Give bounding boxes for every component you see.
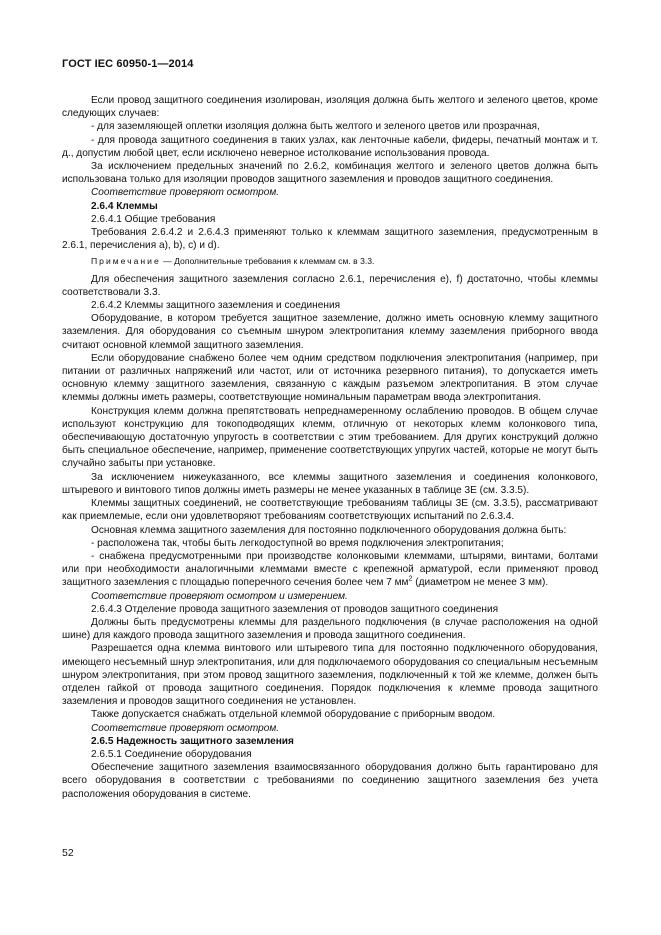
paragraph: Основная клемма защитного заземления для постоянно подключенного оборудования должна быть: bbox=[91, 524, 567, 536]
list-item bbox=[62, 550, 598, 590]
list-item: - для заземляющей оплетки изоляция должна быть желтого и зеленого цветов или прозрачная, bbox=[91, 121, 540, 133]
page-number: 52 bbox=[62, 847, 74, 859]
document-body bbox=[62, 94, 598, 801]
paragraph: Если провод защитного соединения изолирован, изоляция должна быть желтого и зеленого цветов, кроме следующих случаев: bbox=[62, 95, 598, 120]
paragraph: Разрешается одна клемма винтового или штыревого типа для постоянно подключенного оборудования, имеющего несъемный шнур электропитания, или для подключаемого оборудования со специальным несъемным шнуром электропитания, при этом провод защитного заземления, подключенный к той же клемме, должен быть отделен гайкой от провода защитного соединения. Порядок подключения к клемме провода защитного заземления и проводов защитного соединения не установлен. bbox=[62, 643, 598, 708]
paragraph: Клеммы защитных соединений, не соответствующие требованиям таблицы 3E (см. 3.3.5), рассматривают как приемлемые, если они удовлетворяют требованиям соответствующих испытаний по 2.6.3.4. bbox=[62, 498, 598, 523]
paragraph: Обеспечение защитного заземления взаимосвязанного оборудования должно быть гарантировано для всего оборудования в соответствии с требованиями по соединению защитного заземления без учета расположения оборудования в системе. bbox=[62, 762, 598, 800]
note bbox=[62, 255, 598, 268]
paragraph: Если оборудование снабжено более чем одним средством подключения электропитания (например, при питании от различных напряжений или частот, или от источника резервного питания), то допускается иметь основную клемму защитного заземления, связанную с каждым разъемом электропитания. В этом случае клеммы должны иметь размеры, соответствующие номинальным параметрам ввода электропитания. bbox=[62, 352, 598, 404]
subsection-heading: 2.6.4.2 Клеммы защитного заземления и соединения bbox=[91, 300, 341, 312]
paragraph: Также допускается снабжать отдельной клеммой оборудование с приборным вводом. bbox=[91, 709, 496, 721]
list-item-text-end: (диаметром не менее 3 мм). bbox=[412, 577, 549, 589]
paragraph: Оборудование, в котором требуется защитное заземление, должно иметь основную клемму защитного заземления. Для оборудования со съемным шнуром электропитания клемму заземления приборного ввода считают основной клеммой защитного заземления. bbox=[62, 313, 598, 351]
list-item-text: - снабжена предусмотренными при производстве колонковыми клеммами, штырями, винтами, болтами или при необходимости аналогичными клеммами вместе с крепежной арматурой, если применяют провод защитного заземления с площадью поперечного сечения более чем 7 мм bbox=[62, 550, 598, 589]
superscript: 2 bbox=[408, 575, 413, 583]
section-heading: 2.6.4 Клеммы bbox=[91, 200, 158, 212]
list-item: - для провода защитного соединения в таких узлах, как ленточные кабели, фидеры, печатный монтаж и т. д., допустим любой цвет, если исключено неверное истолкование использования провода. bbox=[62, 134, 598, 159]
subsection-heading: 2.6.4.3 Отделение провода защитного заземления от проводов защитного соединения bbox=[91, 603, 499, 615]
compliance-check: Соответствие проверяют осмотром. bbox=[91, 722, 280, 734]
list-item: - расположена так, чтобы быть легкодоступной во время подключения электропитания; bbox=[91, 537, 504, 549]
paragraph: За исключением предельных значений по 2.6.2, комбинация желтого и зеленого цветов должна быть использована только для изоляции проводов защитного заземления и проводов защитного соединения. bbox=[62, 161, 598, 186]
paragraph: Должны быть предусмотрены клеммы для раздельного подключения (в случае расположения на одной шине) для каждого провода защитного заземления и провода защитного соединения. bbox=[62, 616, 598, 642]
note-text: — Дополнительные требования к клеммам см. в 3.3. bbox=[160, 256, 375, 267]
subsection-heading: 2.6.5.1 Соединение оборудования bbox=[91, 748, 252, 760]
paragraph: Конструкция клемм должна препятствовать непреднамеренному ослаблению проводов. В общем случае используют конструкцию для токоподводящих клемм, отличную от некоторых клемм колонкового типа, обеспечивающую достаточную упругость в соответствии с этим требованием. Для других конструкций должно быть специальное обеспечение, например, применение соответствующих упругих частей, которые не могут быть случайно забыты при установке. bbox=[62, 405, 598, 470]
compliance-check: Соответствие проверяют осмотром и измерением. bbox=[91, 590, 348, 602]
note-label: Примечание bbox=[91, 256, 161, 267]
subsection-heading: 2.6.4.1 Общие требования bbox=[91, 213, 216, 225]
paragraph: За исключением нижеуказанного, все клеммы защитного заземления и соединения колонкового, штыревого и винтового типов должны иметь размеры не менее указанных в таблице 3E (см. 3.3.5). bbox=[62, 471, 598, 496]
section-heading: 2.6.5 Надежность защитного заземления bbox=[91, 735, 294, 747]
paragraph: Для обеспечения защитного заземления согласно 2.6.1, перечисления e), f) достаточно, чтобы клеммы соответствовали 3.3. bbox=[62, 273, 598, 298]
compliance-check: Соответствие проверяют осмотром. bbox=[91, 187, 280, 199]
page-header-title: ГОСТ IEC 60950-1—2014 bbox=[62, 58, 194, 70]
paragraph: Требования 2.6.4.2 и 2.6.4.3 применяют только к клеммам защитного заземления, предусмотренным в 2.6.1, перечисления a), b), c) и d). bbox=[62, 227, 598, 252]
